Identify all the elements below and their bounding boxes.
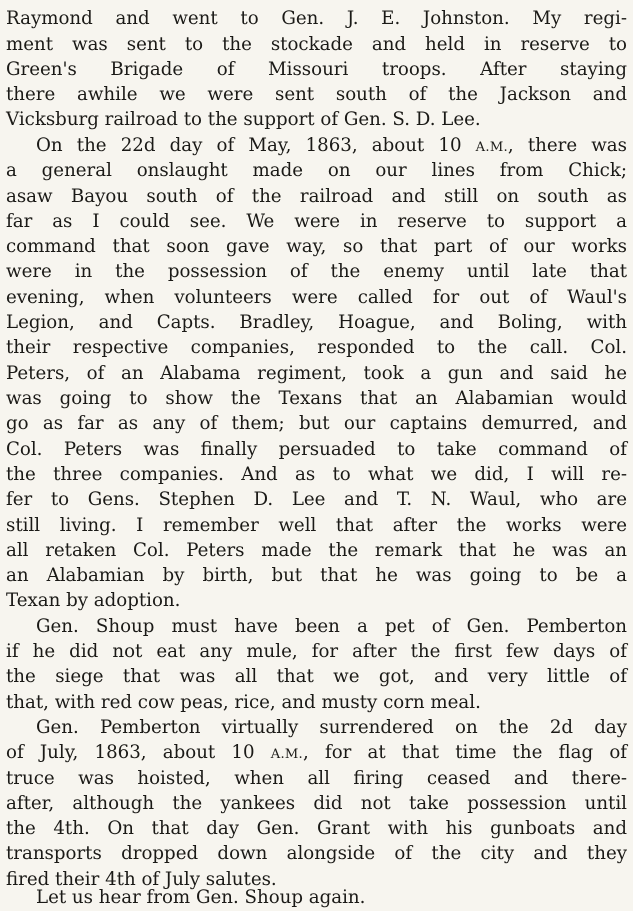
text-line: Texan by adoption. <box>6 590 181 611</box>
text-span: , there was <box>507 135 627 156</box>
text-line: the siege that was all that we got, and very little of <box>6 666 627 687</box>
text-line: all retaken Col. Peters made the remark that he was an <box>6 540 627 561</box>
text-line: Raymond and went to Gen. J. E. Johnston. My regi- <box>6 8 627 29</box>
text-line: command that soon gave way, so that part of our works <box>6 236 627 257</box>
text-line: Legion, and Capts. Bradley, Hoague, and Boling, with <box>6 312 627 333</box>
text-line: was going to show the Texans that an Alabamian would <box>6 388 627 409</box>
small-caps-abbrev: A.M. <box>270 747 303 762</box>
text-line: Col. Peters was finally persuaded to take command of <box>6 439 627 460</box>
text-line: Gen. Pemberton virtually surrendered on the 2d day <box>36 717 627 738</box>
text-line: transports dropped down alongside of the city and they <box>6 843 627 864</box>
text-line: the three companies. And as to what we did, I will re- <box>6 464 627 485</box>
text-line: an Alabamian by birth, but that he was going to be a <box>6 565 627 586</box>
text-line: Vicksburg railroad to the support of Gen. S. D. Lee. <box>6 109 481 130</box>
text-line: asaw Bayou south of the railroad and still on south as <box>6 186 627 207</box>
text-line: truce was hoisted, when all firing ceased and there- <box>6 768 627 789</box>
text-line: fired their 4th of July salutes. <box>6 869 277 890</box>
text-line: ment was sent to the stockade and held in reserve to <box>6 34 627 55</box>
small-caps-abbrev: A.M. <box>475 140 508 155</box>
text-line: were in the possession of the enemy until late that <box>6 261 627 282</box>
text-line: their respective companies, responded to the call. Col. <box>6 337 627 358</box>
document-page <box>6 0 627 911</box>
text-line: go as far as any of them; but our captains demurred, and <box>6 413 627 434</box>
text-line <box>6 133 627 159</box>
text-line: far as I could see. We were in reserve to support a <box>6 211 627 232</box>
text-span: of July, 1863, about 10 <box>6 742 255 763</box>
text-line: Peters, of an Alabama regiment, took a gun and said he <box>6 363 627 384</box>
text-line: a general onslaught made on our lines from Chick; <box>6 160 627 181</box>
text-line: after, although the yankees did not take possession until <box>6 793 627 814</box>
text-line: if he did not eat any mule, for after the first few days of <box>6 641 627 662</box>
text-line: the 4th. On that day Gen. Grant with his gunboats and <box>6 818 627 839</box>
text-line: Let us hear from Gen. Shoup again. <box>36 887 366 908</box>
text-line: evening, when volunteers were called for out of Waul's <box>6 287 627 308</box>
text-span: On the 22d day of May, 1863, about 10 <box>36 135 462 156</box>
text-line: still living. I remember well that after the works were <box>6 515 627 536</box>
text-line: that, with red cow peas, rice, and musty corn meal. <box>6 692 481 713</box>
text-line <box>6 740 627 766</box>
text-span: , for at that time the flag of <box>303 742 627 763</box>
text-line: fer to Gens. Stephen D. Lee and T. N. Waul, who are <box>6 489 627 510</box>
text-line: Gen. Shoup must have been a pet of Gen. Pemberton <box>36 616 627 637</box>
text-line: there awhile we were sent south of the Jackson and <box>6 84 627 105</box>
text-line: Green's Brigade of Missouri troops. After staying <box>6 59 627 80</box>
